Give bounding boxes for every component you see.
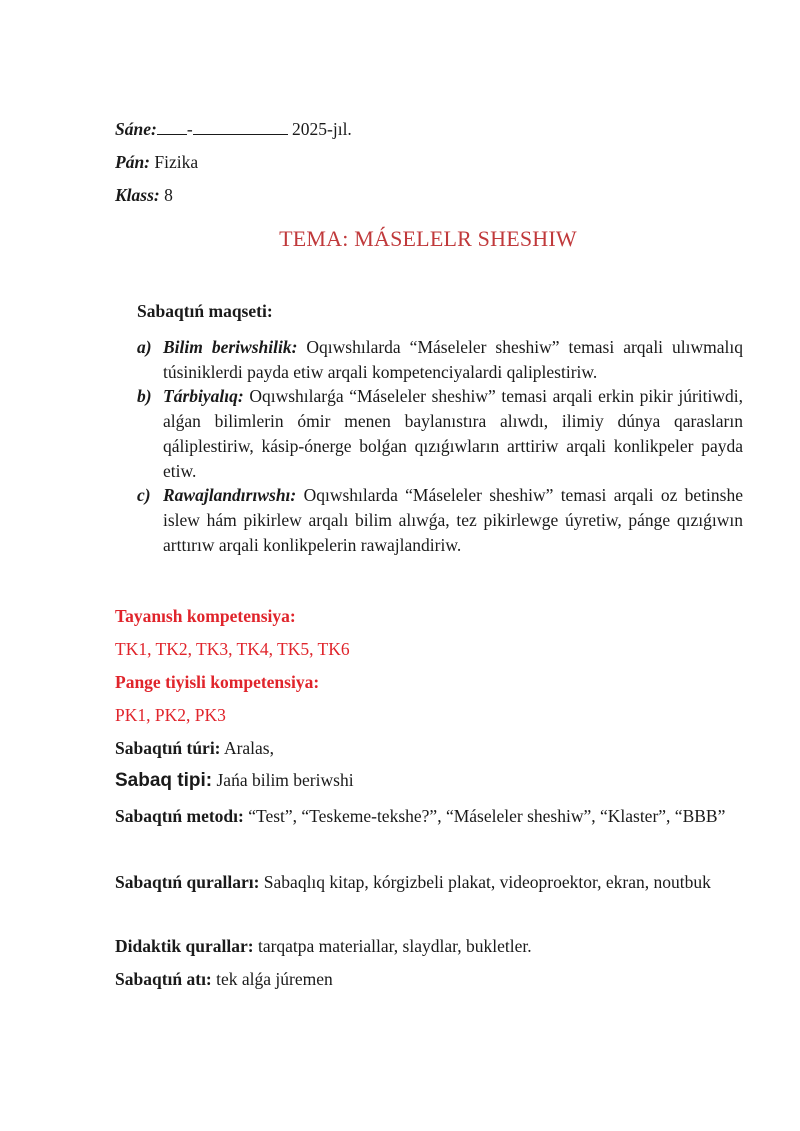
basic-competency-label: Tayanısh kompetensiya: xyxy=(115,606,296,626)
lesson-kind-label: Sabaqtıń túri: xyxy=(115,738,221,758)
date-line xyxy=(115,117,352,141)
date-separator: - xyxy=(186,119,193,139)
lesson-name-label: Sabaqtıń atı: xyxy=(115,969,212,989)
goal-marker: c) xyxy=(137,485,151,506)
goals-list xyxy=(137,335,743,557)
goal-text: Oqıwshılarda “Máseleler sheshiw” temasi arqali ulıwmalıq túsiniklerdi payda etiw arqali kompetenciyalardi qaliplestiriw. xyxy=(163,337,743,382)
subject-competency-label: Pange tiyisli kompetensiya: xyxy=(115,672,320,692)
month-blank xyxy=(193,118,288,135)
lesson-kind-line xyxy=(115,736,274,760)
class-value: 8 xyxy=(164,185,173,205)
lesson-type-line xyxy=(115,768,354,793)
lesson-methods-value: “Test”, “Teskeme-tekshe?”, “Máseleler sheshiw”, “Klaster”, “BBB” xyxy=(248,806,726,826)
lesson-methods-label: Sabaqtıń metodı: xyxy=(115,806,244,826)
goal-label: Tárbiyalıq: xyxy=(163,386,244,407)
goals-heading: Sabaqtıń maqseti: xyxy=(137,301,273,321)
didactic-tools-value: tarqatpa materiallar, slaydlar, bukletler. xyxy=(257,936,532,956)
lesson-name-value: tek alǵa júremen xyxy=(216,969,333,989)
day-blank xyxy=(157,118,187,135)
goal-marker: a) xyxy=(137,337,152,357)
lesson-kind-value: Aralas, xyxy=(223,738,274,758)
goal-marker: b) xyxy=(137,386,152,407)
lesson-name-line xyxy=(115,967,333,991)
goal-label: Rawajlandırıwshı: xyxy=(163,485,297,506)
didactic-tools-line xyxy=(115,934,532,958)
lesson-tools-label: Sabaqtıń quralları: xyxy=(115,872,260,892)
didactic-tools-label: Didaktik qurallar: xyxy=(115,936,254,956)
goal-label: Bilim beriwshilik: xyxy=(163,337,298,357)
subject-value: Fizika xyxy=(154,152,199,172)
subject-competency-value: PK1, PK2, PK3 xyxy=(115,705,226,725)
date-label: Sáne: xyxy=(115,119,157,139)
subject-label: Pán: xyxy=(115,152,150,172)
lesson-tools xyxy=(115,866,743,899)
subject-line xyxy=(115,150,198,174)
goal-text: Oqıwshılarǵa “Máseleler sheshiw” temasi arqali erkin pikir júritiwdi, alǵan bilimlerin ómir menen baylanıstıra alıwdı, ilimiy dúnya qarasların qáliplestiriw, kásip-ónerge bolǵan qızıǵıwların arttiriw arqali konlikpeler payda etiw. xyxy=(163,386,743,481)
goal-item xyxy=(137,384,743,483)
basic-competency-value: TK1, TK2, TK3, TK4, TK5, TK6 xyxy=(115,639,350,659)
lesson-type-value: Jańa bilim beriwshi xyxy=(216,770,354,790)
lesson-type-label: Sabaq tipi: xyxy=(115,770,213,791)
class-line xyxy=(115,183,173,207)
class-label: Klass: xyxy=(115,185,160,205)
goal-text: Oqıwshılarda “Máseleler sheshiw” temasi arqali oz betinshe islew hám pikirlew arqalı bilim alıwǵa, tez pikirlewge úyretiw, pánge qızıǵıwın arttırıw arqali konlikpelerin rawajlandiriw. xyxy=(163,485,743,555)
page-title: TEMA: MÁSELELR SHESHIW xyxy=(279,226,577,251)
goal-item xyxy=(137,335,743,384)
lesson-methods xyxy=(115,800,743,833)
goal-item xyxy=(137,483,743,557)
year-text: 2025-jıl. xyxy=(292,119,352,139)
lesson-tools-value: Sabaqlıq kitap, kórgizbeli plakat, videoproektor, ekran, noutbuk xyxy=(263,872,711,892)
